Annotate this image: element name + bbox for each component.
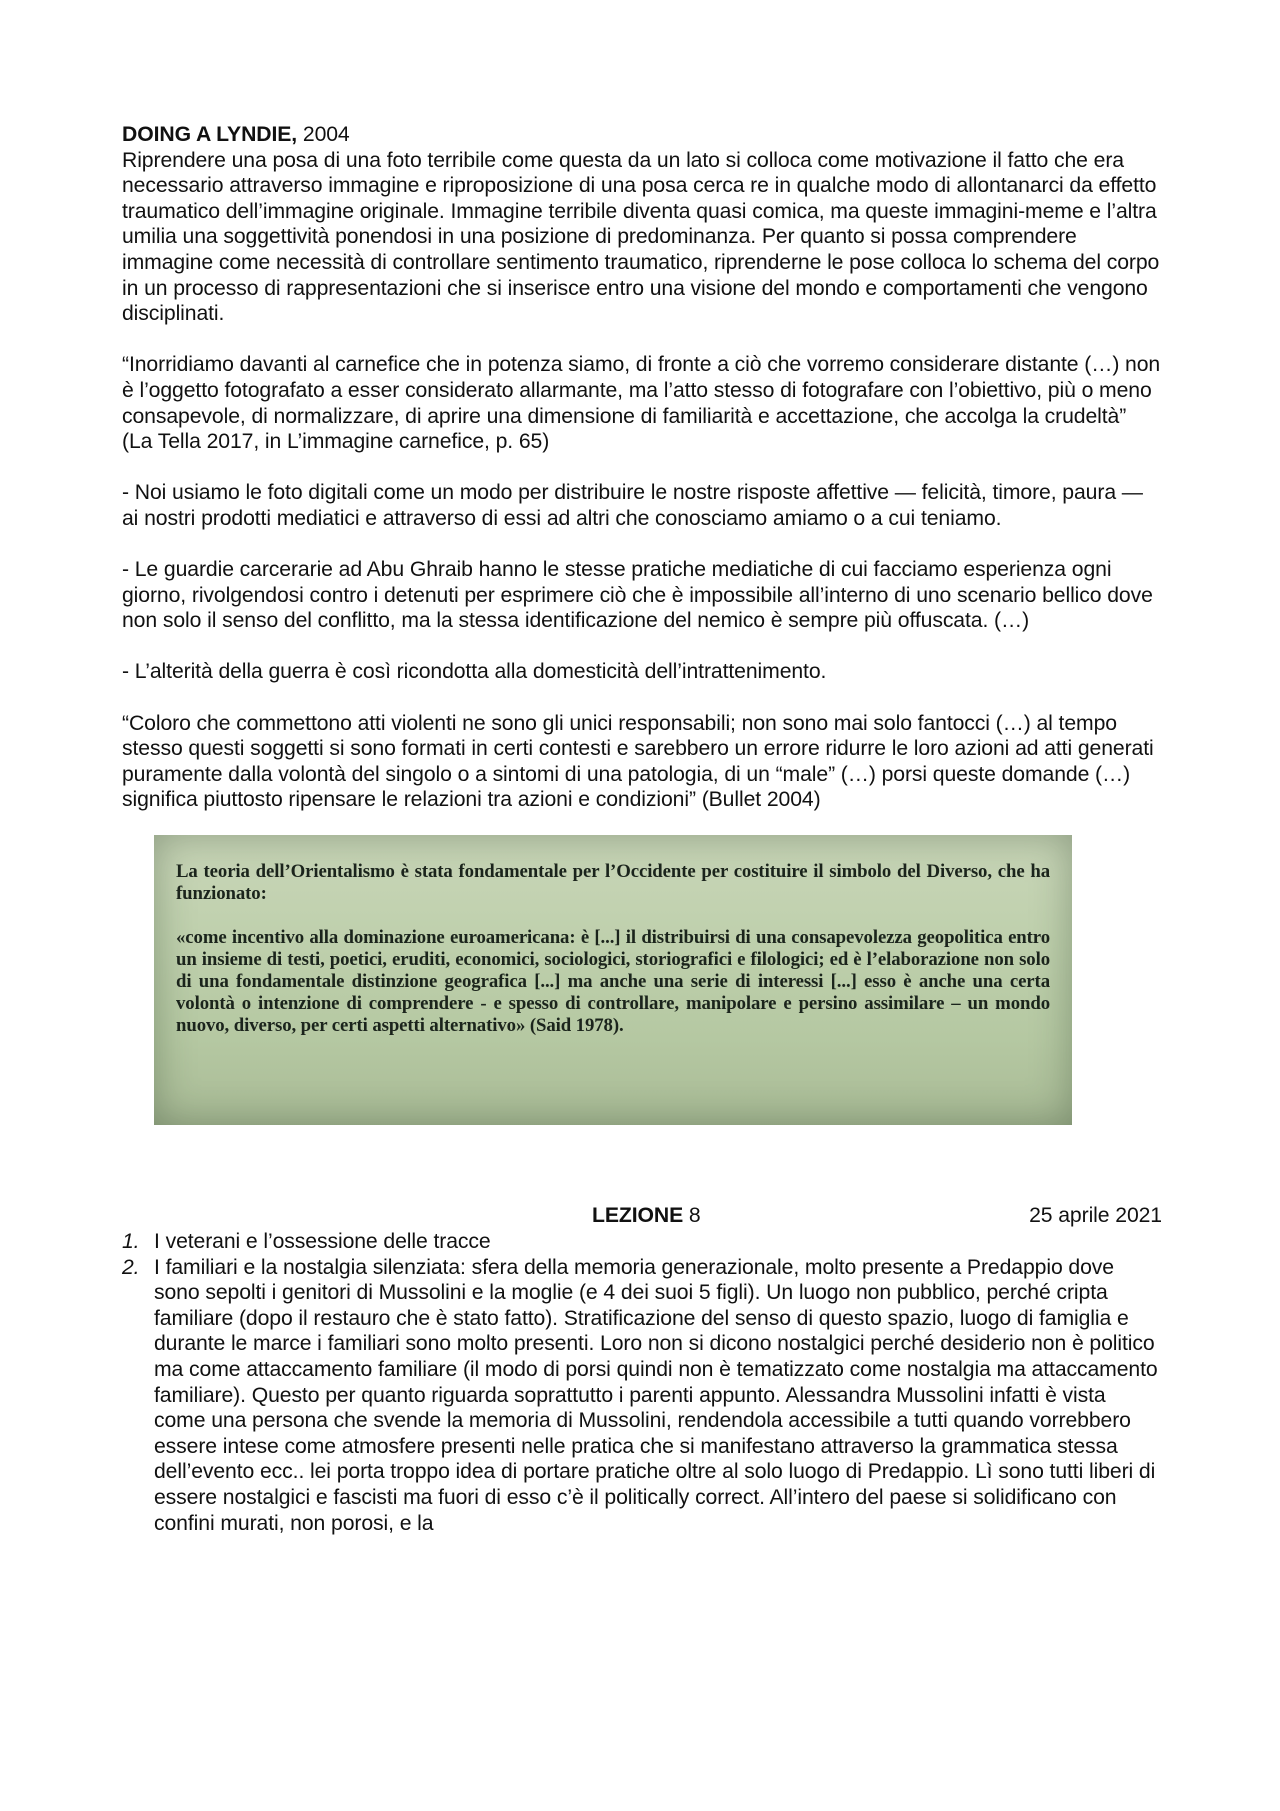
lesson-title (592, 1203, 701, 1229)
list-item (122, 1229, 1162, 1255)
photo-text-intro: La teoria dell’Orientalismo è stata fondamentale per l’Occidente per costituire il simbolo del Diverso, che ha funzionato: (176, 861, 1050, 905)
section-heading (122, 122, 1162, 148)
paragraph-quote-la-tella: “Inorridiamo davanti al carnefice che in potenza siamo, di fronte a ciò che vorremo considerare distante (…) non è l’oggetto fotografato a esser considerato allarmante, ma l’atto stesso di fotografare con l’obiettivo, più o meno consapevole, di normalizzare, di aprire una dimensione di familiarità e accettazione, che accolga la crudeltà” (La Tella 2017, in L’immagine carnefice, p. 65) (122, 353, 1161, 454)
list-item-text: I veterani e l’ossessione delle tracce (154, 1230, 491, 1254)
photo-text-quote: «come incentivo alla dominazione euroamericana: è [...] il distribuirsi di una consapevolezza geopolitica entro un insieme di testi, poetici, eruditi, economici, sociologici, storiografici e filologici; ed è l’elaborazione non solo di una fondamentale distinzione geografica [...] ma anche una serie di interessi [...] esso è anche una certa volontà o intenzione di comprendere - e spesso di controllare, manipolare e persino assimilare – un mondo nuovo, diverso, per certi aspetti alternativo» (Said 1978). (176, 927, 1050, 1037)
spacer (122, 1125, 1162, 1203)
list-item (122, 1255, 1162, 1537)
paragraph-digital-photos: - Noi usiamo le foto digitali come un modo per distribuire le nostre risposte affettive — felicità, timore, paura — ai nostri prodotti mediatici e attraverso di essi ad altri che conosciamo amiamo o a cui teniamo. (122, 481, 1143, 530)
lesson-points-list (122, 1229, 1162, 1536)
list-item-number: 1. (122, 1230, 140, 1254)
list-item-number: 2. (122, 1255, 140, 1279)
lesson-date: 25 aprile 2021 (1029, 1204, 1162, 1228)
section-heading-year: 2004 (297, 123, 350, 146)
list-item-text: I familiari e la nostalgia silenziata: sfera della memoria generazionale, molto presente a Predappio dove sono sepolti i genitori di Mussolini e la moglie (e 4 dei suoi 5 figli). Un luogo non pubblico, perché cripta familiare (dopo il restauro che è stato fatto). Stratificazione del senso di questo spazio, luogo di famiglia e durante le marce i familiari sono molto presenti. Loro non si dicono nostalgici perché desiderio non è politico ma come attaccamento familiare (il modo di porsi quindi non è tematizzato come nostalgia ma attaccamento familiare). Questo per quanto riguarda soprattutto i parenti appunto. Alessandra Mussolini infatti è vista come una persona che svende la memoria di Mussolini, rendendola accessibile a tutti quando vorrebbero essere intese come atmosfere presenti nelle pratica che si manifestano attraverso la grammatica stessa dell’evento ecc.. lei porta troppo idea di portare pratiche oltre al solo luogo di Predappio. Lì sono tutti liberi di essere nostalgici e fascisti ma fuori di esso c’è il politically correct. All’intero del paese si solidificano con confini murati, non porosi, e la (154, 1255, 1158, 1535)
lesson-title-number: 8 (683, 1204, 701, 1228)
lesson-title-word: LEZIONE (592, 1204, 684, 1228)
document-body (122, 122, 1162, 1536)
book-page-photo (154, 835, 1072, 1125)
paragraph-alterity: - L’alterità della guerra è così ricondotta alla domesticità dell’intrattenimento. (122, 660, 827, 684)
lesson-header (122, 1203, 1162, 1229)
paragraph-intro: Riprendere una posa di una foto terribile come questa da un lato si colloca come motivazione il fatto che era necessario attraverso immagine e riproposizione di una posa cerca re in qualche modo di allontanarci da effetto traumatico dell’immagine originale. Immagine terribile diventa quasi comica, ma queste immagini-meme e l’altra umilia una soggettività ponendosi in una posizione di predominanza. Per quanto si possa comprendere immagine come necessità di controllare sentimento traumatico, riprenderne le pose colloca lo schema del corpo in un processo di rappresentazioni che si inserisce entro una visione del mondo e comportamenti che vengono disciplinati. (122, 148, 1160, 326)
photo-text-block (154, 835, 1072, 1125)
paragraph-abu-ghraib: - Le guardie carcerarie ad Abu Ghraib hanno le stesse pratiche mediatiche di cui facciamo esperienza ogni giorno, rivolgendosi contro i detenuti per esprimere ciò che è impossibile all’interno di uno scenario bellico dove non solo il senso del conflitto, ma la stessa identificazione del nemico è sempre più offuscata. (…) (122, 558, 1153, 633)
paragraph-quote-bullet: “Coloro che commettono atti violenti ne sono gli unici responsabili; non sono mai solo fantocci (…) al tempo stesso questi soggetti si sono formati in certi contesti e sarebbero un errore ridurre le loro azioni ad atti generati puramente dalla volontà del singolo o a sintomi di una patologia, di un “male” (…) porsi queste domande (…) significa piuttosto ripensare le relazioni tra azioni e condizioni” (Bullet 2004) (122, 711, 1154, 812)
section-heading-title: DOING A LYNDIE, (122, 123, 298, 146)
